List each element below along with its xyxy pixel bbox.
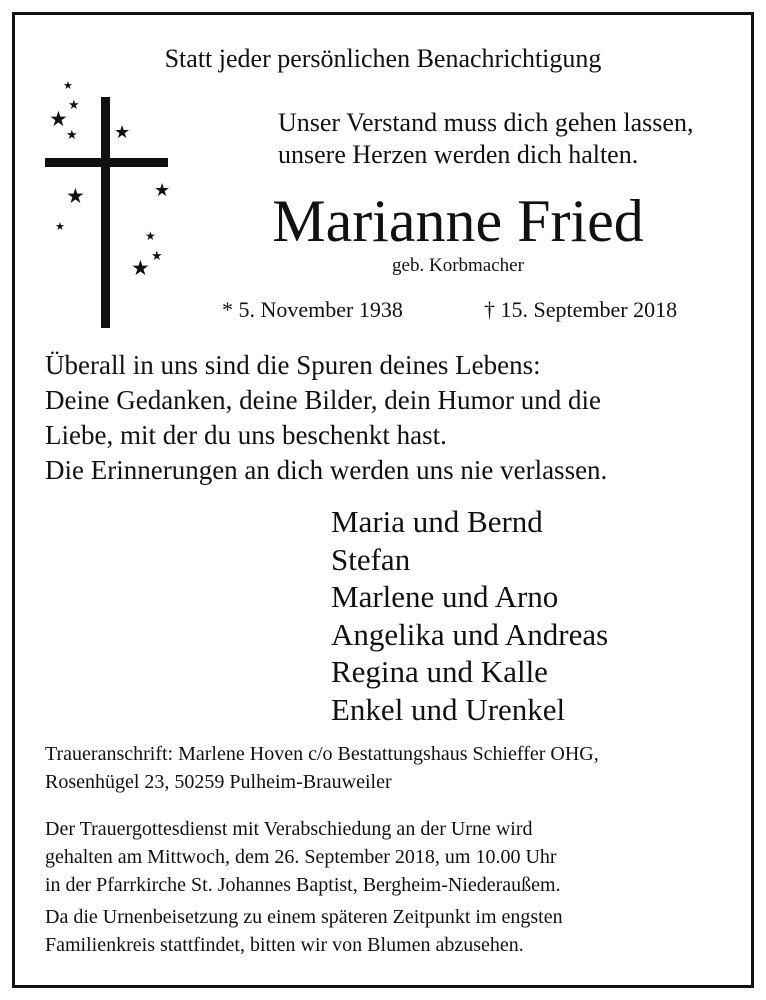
star-icon: ★	[66, 128, 78, 143]
poem-line: Liebe, mit der du uns beschenkt hast.	[45, 420, 447, 450]
star-icon: ★	[151, 249, 163, 264]
quote	[278, 107, 693, 171]
service-line: in der Pfarrkirche St. Johannes Baptist, Bergheim-Niederaußem.	[45, 874, 561, 896]
quote-line-2: unsere Herzen werden dich halten.	[278, 140, 639, 169]
star-icon: ★	[114, 122, 131, 143]
poem-line: Deine Gedanken, deine Bilder, dein Humor und die	[45, 385, 602, 415]
service-line: Da die Urnenbeisetzung zu einem späteren Zeitpunkt im engsten	[45, 906, 563, 928]
service-line: gehalten am Mittwoch, dem 26. September 2018, um 10.00 Uhr	[45, 846, 557, 868]
deceased-name: Marianne Fried	[272, 188, 644, 254]
family-member: Maria und Bernd	[331, 504, 543, 539]
family-list	[331, 503, 608, 728]
family-member: Enkel und Urenkel	[331, 691, 566, 727]
star-icon: ★	[63, 79, 73, 92]
family-member: Marlene und Arno	[331, 579, 559, 614]
poem-line: Überall in uns sind die Spuren deines Lebens:	[45, 350, 541, 380]
star-icon: ★	[55, 220, 65, 233]
star-icon: ★	[49, 107, 68, 131]
death-date: † 15. September 2018	[484, 297, 678, 322]
quote-line-1: Unser Verstand muss dich gehen lassen,	[278, 108, 694, 137]
poem-line: Die Erinnerungen an dich werden uns nie verlassen.	[45, 455, 608, 485]
family-member: Angelika und Andreas	[331, 616, 609, 652]
notice-header: Statt jeder persönlichen Benachrichtigung	[164, 44, 602, 73]
address-line: Traueranschrift: Marlene Hoven c/o Bestattungshaus Schieffer OHG,	[45, 743, 599, 765]
family-member: Stefan	[331, 541, 411, 577]
poem	[45, 348, 607, 488]
star-icon: ★	[66, 184, 85, 208]
service-line: Der Trauergottesdienst mit Verabschiedung an der Urne wird	[45, 818, 533, 840]
maiden-name: geb. Korbmacher	[392, 255, 524, 276]
star-icon: ★	[154, 180, 171, 201]
star-icon: ★	[68, 98, 80, 113]
star-icon: ★	[145, 229, 156, 243]
mourning-address	[45, 740, 599, 796]
cross-horizontal-bar	[45, 158, 168, 167]
service-line: Familienkreis stattfindet, bitten wir von Blumen abzusehen.	[45, 934, 524, 956]
birth-date: * 5. November 1938	[222, 297, 403, 322]
service-info	[45, 815, 563, 959]
family-member: Regina und Kalle	[331, 654, 548, 689]
star-icon: ★	[131, 256, 150, 280]
address-line: Rosenhügel 23, 50259 Pulheim-Brauweiler	[45, 771, 392, 793]
